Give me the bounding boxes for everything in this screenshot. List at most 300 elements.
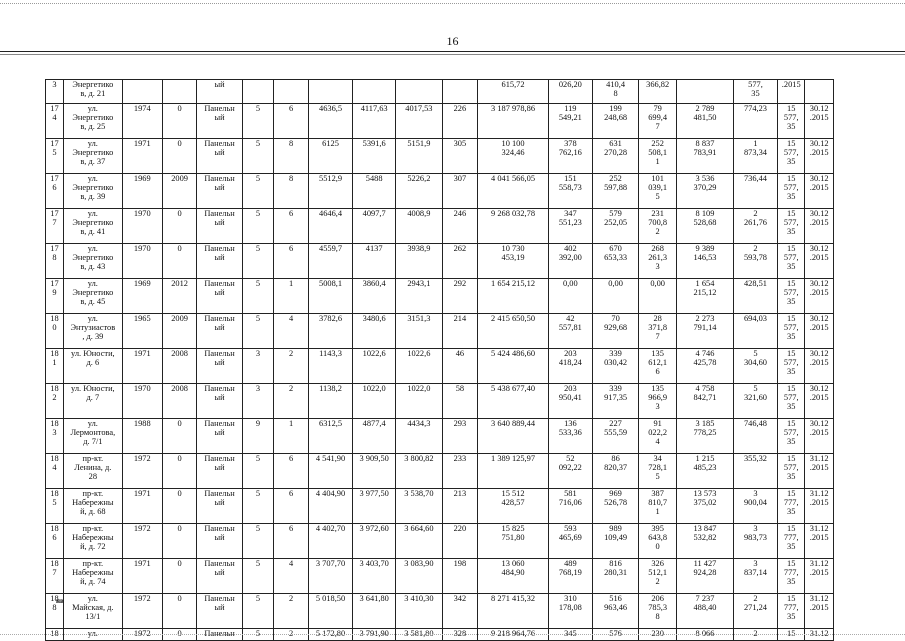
table-cell: 1143,3 bbox=[308, 349, 352, 384]
table-cell: 366,82 bbox=[639, 80, 677, 104]
table-cell: 15 577, 35 bbox=[778, 314, 805, 349]
table-cell: 18 7 bbox=[46, 559, 64, 594]
table-cell: 328 bbox=[442, 629, 478, 641]
table-cell: 6 bbox=[274, 489, 309, 524]
table-cell: 3 900,04 bbox=[733, 489, 777, 524]
table-cell: 2012 bbox=[162, 279, 197, 314]
table-cell: 5 438 677,40 bbox=[478, 384, 548, 419]
table-cell: 1972 bbox=[122, 524, 162, 559]
table-cell: 026,20 bbox=[548, 80, 592, 104]
table-cell: 1971 bbox=[122, 559, 162, 594]
table-cell: 226 bbox=[442, 104, 478, 139]
table-cell: 9 389 146,53 bbox=[677, 244, 734, 279]
table-cell: ул. Энергетико в, д. 25 bbox=[63, 104, 122, 139]
table-cell: 70 929,68 bbox=[592, 314, 638, 349]
table-row bbox=[46, 489, 834, 524]
table-cell: 136 533,36 bbox=[548, 419, 592, 454]
table-cell: 18 bbox=[46, 629, 64, 641]
table-cell: 30.12 .2015 bbox=[805, 314, 834, 349]
table-cell: 206 785,3 8 bbox=[639, 594, 677, 629]
table-cell: 31.12 bbox=[805, 629, 834, 641]
table-cell: 5 bbox=[242, 594, 274, 629]
table-cell: 2 bbox=[274, 384, 309, 419]
table-cell: 579 252,05 bbox=[592, 209, 638, 244]
table-cell: 2008 bbox=[162, 384, 197, 419]
table-cell: 10 730 453,19 bbox=[478, 244, 548, 279]
table-row bbox=[46, 80, 834, 104]
table-cell: 262 bbox=[442, 244, 478, 279]
table-cell: 8 066 bbox=[677, 629, 734, 641]
table-cell: 2 bbox=[733, 629, 777, 641]
table-cell: 5 bbox=[242, 524, 274, 559]
table-cell bbox=[677, 80, 734, 104]
table-cell: 203 950,41 bbox=[548, 384, 592, 419]
table-cell: 135 966,9 3 bbox=[639, 384, 677, 419]
table-cell: 3 707,70 bbox=[308, 559, 352, 594]
table-cell: 17 8 bbox=[46, 244, 64, 279]
table-cell: 30.12 .2015 bbox=[805, 384, 834, 419]
table-cell: 5 bbox=[242, 454, 274, 489]
table-cell: 17 9 bbox=[46, 279, 64, 314]
table-cell: 576 bbox=[592, 629, 638, 641]
table-cell: 0 bbox=[162, 104, 197, 139]
table-row bbox=[46, 594, 834, 629]
table-cell: 18 5 bbox=[46, 489, 64, 524]
table-cell: Панельн ый bbox=[197, 279, 242, 314]
table-cell: 6 bbox=[274, 524, 309, 559]
table-cell: 10 100 324,46 bbox=[478, 139, 548, 174]
table-cell: 34 728,1 5 bbox=[639, 454, 677, 489]
table-cell: 79 699,4 7 bbox=[639, 104, 677, 139]
table-cell: 5 bbox=[242, 104, 274, 139]
table-cell: 774,23 bbox=[733, 104, 777, 139]
table-cell: 86 820,37 bbox=[592, 454, 638, 489]
table-cell: ул. Энергетико в, д. 43 bbox=[63, 244, 122, 279]
table-cell: 3 791,90 bbox=[353, 629, 396, 641]
table-cell: 3 837,14 bbox=[733, 559, 777, 594]
table-cell: 17 6 bbox=[46, 174, 64, 209]
table-cell: 0 bbox=[162, 209, 197, 244]
table-cell: ул. Лермонтова, д. 7/1 bbox=[63, 419, 122, 454]
table-cell: 11 427 924,28 bbox=[677, 559, 734, 594]
page-number: 16 bbox=[446, 34, 459, 48]
table-cell: ул. Юности, д. 7 bbox=[63, 384, 122, 419]
table-cell: 4559,7 bbox=[308, 244, 352, 279]
table-cell: 1022,0 bbox=[353, 384, 396, 419]
table-cell: Панельн ый bbox=[197, 104, 242, 139]
table-cell: 0 bbox=[162, 629, 197, 641]
table-cell: 2 789 481,50 bbox=[677, 104, 734, 139]
table-cell: Панельн ый bbox=[197, 594, 242, 629]
table-cell: 2008 bbox=[162, 349, 197, 384]
table-cell: 1969 bbox=[122, 174, 162, 209]
table-cell: 3 bbox=[46, 80, 64, 104]
table-cell: 101 039,1 5 bbox=[639, 174, 677, 209]
table-cell: 3 083,90 bbox=[396, 559, 442, 594]
table-cell: 1972 bbox=[122, 594, 162, 629]
table-cell: 4636,5 bbox=[308, 104, 352, 139]
table-cell: 15 777, 35 bbox=[778, 524, 805, 559]
table-cell: 3 410,30 bbox=[396, 594, 442, 629]
table-cell: 0 bbox=[162, 139, 197, 174]
table-cell: 3151,3 bbox=[396, 314, 442, 349]
table-cell: 5226,2 bbox=[396, 174, 442, 209]
table-cell: 355,32 bbox=[733, 454, 777, 489]
table-cell: 31.12 .2015 bbox=[805, 524, 834, 559]
table-cell: 252 597,88 bbox=[592, 174, 638, 209]
table-cell: Панельн ый bbox=[197, 174, 242, 209]
table-cell: 989 109,49 bbox=[592, 524, 638, 559]
table-cell: 3 536 370,29 bbox=[677, 174, 734, 209]
table-cell: 1972 bbox=[122, 629, 162, 641]
table-cell: .2015 bbox=[778, 80, 805, 104]
table-cell: 3 640 889,44 bbox=[478, 419, 548, 454]
table-cell: 9 218 964,76 bbox=[478, 629, 548, 641]
table-cell: 6 bbox=[274, 454, 309, 489]
table-cell: 4 041 566,05 bbox=[478, 174, 548, 209]
table-cell: 18 2 bbox=[46, 384, 64, 419]
table-cell: пр-кт. Набережны й, д. 74 bbox=[63, 559, 122, 594]
table-cell: 1974 bbox=[122, 104, 162, 139]
table-cell: пр-кт. Набережны й, д. 68 bbox=[63, 489, 122, 524]
table-cell: 0 bbox=[162, 489, 197, 524]
table-cell: 3 977,50 bbox=[353, 489, 396, 524]
table-cell: 4 746 425,78 bbox=[677, 349, 734, 384]
table-cell: 220 bbox=[442, 524, 478, 559]
table-cell: 15 577, 35 bbox=[778, 349, 805, 384]
table-cell: Панельн ый bbox=[197, 244, 242, 279]
table-cell: ул. Энергетико в, д. 39 bbox=[63, 174, 122, 209]
table-cell: 46 bbox=[442, 349, 478, 384]
table-cell: 4 758 842,71 bbox=[677, 384, 734, 419]
table-cell: 246 bbox=[442, 209, 478, 244]
table-cell: 15 577, 35 bbox=[778, 139, 805, 174]
table-cell: 3 909,50 bbox=[353, 454, 396, 489]
header-separator-thin bbox=[0, 54, 905, 55]
table-cell: 268 261,3 3 bbox=[639, 244, 677, 279]
table-cell: 0,00 bbox=[548, 279, 592, 314]
table-cell: 231 700,8 2 bbox=[639, 209, 677, 244]
table-cell bbox=[396, 80, 442, 104]
table-cell: 8 bbox=[274, 174, 309, 209]
table-cell: 18 3 bbox=[46, 419, 64, 454]
table-cell: 119 549,21 bbox=[548, 104, 592, 139]
table-cell: 4646,4 bbox=[308, 209, 352, 244]
table-cell: 3 bbox=[242, 384, 274, 419]
table-cell: 2 271,24 bbox=[733, 594, 777, 629]
table-cell: 3 983,73 bbox=[733, 524, 777, 559]
table-cell: 15 777, 35 bbox=[778, 489, 805, 524]
table-cell: 0 bbox=[162, 454, 197, 489]
table-cell: 577, 35 bbox=[733, 80, 777, 104]
table-cell: Панельн ый bbox=[197, 349, 242, 384]
table-row bbox=[46, 384, 834, 419]
table-cell: 18 8 bbox=[46, 594, 64, 629]
table-cell: 4017,53 bbox=[396, 104, 442, 139]
table-cell bbox=[442, 80, 478, 104]
table-cell: 3782,6 bbox=[308, 314, 352, 349]
table-row bbox=[46, 524, 834, 559]
table-body bbox=[46, 80, 834, 641]
table-cell: 15 577, 35 bbox=[778, 419, 805, 454]
table-row bbox=[46, 174, 834, 209]
table-row bbox=[46, 244, 834, 279]
table-cell bbox=[242, 80, 274, 104]
table-cell: 736,44 bbox=[733, 174, 777, 209]
table-cell: 3 185 778,25 bbox=[677, 419, 734, 454]
table-cell: 91 022,2 4 bbox=[639, 419, 677, 454]
table-cell: 2009 bbox=[162, 314, 197, 349]
table-cell: 30.12 .2015 bbox=[805, 174, 834, 209]
housing-register-table bbox=[45, 79, 834, 641]
table-row bbox=[46, 419, 834, 454]
table-cell: 5 bbox=[242, 139, 274, 174]
table-cell: 0 bbox=[162, 524, 197, 559]
table-cell: 5151,9 bbox=[396, 139, 442, 174]
table-cell: ул. bbox=[63, 629, 122, 641]
table-cell: 3 800,82 bbox=[396, 454, 442, 489]
table-cell: 3860,4 bbox=[353, 279, 396, 314]
table-cell: 402 392,00 bbox=[548, 244, 592, 279]
table-cell: 17 7 bbox=[46, 209, 64, 244]
table-row bbox=[46, 104, 834, 139]
table-cell: 5 bbox=[242, 279, 274, 314]
table-cell: 1 215 485,23 bbox=[677, 454, 734, 489]
table-cell: 28 371,8 7 bbox=[639, 314, 677, 349]
table-cell: 18 0 bbox=[46, 314, 64, 349]
table-cell: 15 577, 35 bbox=[778, 454, 805, 489]
table-cell: 339 030,42 bbox=[592, 349, 638, 384]
table-cell: Энергетико в, д. 21 bbox=[63, 80, 122, 104]
header-separator bbox=[0, 51, 905, 52]
table-cell: 631 270,28 bbox=[592, 139, 638, 174]
table-row bbox=[46, 139, 834, 174]
table-cell: 18 1 bbox=[46, 349, 64, 384]
table-cell: Панельн ый bbox=[197, 489, 242, 524]
table-cell: 1988 bbox=[122, 419, 162, 454]
table-cell: 9 bbox=[242, 419, 274, 454]
table-cell: 489 768,19 bbox=[548, 559, 592, 594]
table-cell: 292 bbox=[442, 279, 478, 314]
table-cell: 8 271 415,32 bbox=[478, 594, 548, 629]
table-cell: 378 762,16 bbox=[548, 139, 592, 174]
table-cell: 252 508,1 1 bbox=[639, 139, 677, 174]
table-cell bbox=[353, 80, 396, 104]
table-cell: 1 873,34 bbox=[733, 139, 777, 174]
table-cell: 15 577, 35 bbox=[778, 384, 805, 419]
table-cell: 52 092,22 bbox=[548, 454, 592, 489]
table-cell: 1969 bbox=[122, 279, 162, 314]
table-cell: 0 bbox=[162, 419, 197, 454]
table-cell: 214 bbox=[442, 314, 478, 349]
table-cell: 581 716,06 bbox=[548, 489, 592, 524]
table-cell: 31.12 .2015 bbox=[805, 454, 834, 489]
table-cell: 4008,9 bbox=[396, 209, 442, 244]
table-cell: 5 bbox=[242, 629, 274, 641]
table-cell: 5 172,80 bbox=[308, 629, 352, 641]
table-cell: 3480,6 bbox=[353, 314, 396, 349]
table-cell: Панельн ый bbox=[197, 384, 242, 419]
table-cell: 199 248,68 bbox=[592, 104, 638, 139]
table-cell: 305 bbox=[442, 139, 478, 174]
table-cell: ул. Юности, д. 6 bbox=[63, 349, 122, 384]
table-cell: 1970 bbox=[122, 384, 162, 419]
table-cell bbox=[805, 80, 834, 104]
table-cell: Панельн ый bbox=[197, 524, 242, 559]
table-cell: 5 018,50 bbox=[308, 594, 352, 629]
table-cell: 0 bbox=[162, 594, 197, 629]
table-cell: 9 268 032,78 bbox=[478, 209, 548, 244]
table-cell: Панельн ый bbox=[197, 419, 242, 454]
table-row bbox=[46, 314, 834, 349]
table-cell: Панельн ый bbox=[197, 209, 242, 244]
scan-top-border bbox=[0, 3, 905, 4]
table-cell: пр-кт. Набережны й, д. 72 bbox=[63, 524, 122, 559]
table-cell: 4 bbox=[274, 559, 309, 594]
table-cell: 2 261,76 bbox=[733, 209, 777, 244]
table-cell: 5 bbox=[242, 559, 274, 594]
table-cell: 3 538,70 bbox=[396, 489, 442, 524]
table-cell: 42 557,81 bbox=[548, 314, 592, 349]
table-cell: 5 bbox=[242, 209, 274, 244]
table-cell: 15 577, 35 bbox=[778, 174, 805, 209]
table-cell: 233 bbox=[442, 454, 478, 489]
table-cell: 6 bbox=[274, 209, 309, 244]
table-cell: 5008,1 bbox=[308, 279, 352, 314]
table-cell: 1965 bbox=[122, 314, 162, 349]
table-cell: 30.12 .2015 bbox=[805, 419, 834, 454]
table-cell: 15 577, 35 bbox=[778, 104, 805, 139]
table-cell: 198 bbox=[442, 559, 478, 594]
table-cell: 2 bbox=[274, 629, 309, 641]
table-cell: 213 bbox=[442, 489, 478, 524]
table-cell: 13 847 532,82 bbox=[677, 524, 734, 559]
table-cell: 230 bbox=[639, 629, 677, 641]
table-cell: 5 bbox=[242, 314, 274, 349]
table-cell: 5 bbox=[242, 174, 274, 209]
table-cell: 3 187 978,86 bbox=[478, 104, 548, 139]
table-cell bbox=[162, 80, 197, 104]
table-cell: 307 bbox=[442, 174, 478, 209]
table-cell: 0 bbox=[162, 559, 197, 594]
table-cell: 2 415 650,50 bbox=[478, 314, 548, 349]
table-cell: 4117,63 bbox=[353, 104, 396, 139]
table-cell: 30.12 .2015 bbox=[805, 104, 834, 139]
table-cell: Панельн ый bbox=[197, 454, 242, 489]
table-cell: 5 bbox=[242, 489, 274, 524]
table-cell: 969 526,78 bbox=[592, 489, 638, 524]
table-cell: 203 418,24 bbox=[548, 349, 592, 384]
table-cell: ул. Энергетико в, д. 37 bbox=[63, 139, 122, 174]
table-cell: 2 bbox=[274, 594, 309, 629]
table-cell: 18 6 bbox=[46, 524, 64, 559]
table-cell: 670 653,33 bbox=[592, 244, 638, 279]
table-cell: ул. Майская, д. 13/1 bbox=[63, 594, 122, 629]
table-cell: 1970 bbox=[122, 209, 162, 244]
table-cell: 30.12 .2015 bbox=[805, 139, 834, 174]
table-cell: 1 bbox=[274, 419, 309, 454]
table-cell: 13 060 484,90 bbox=[478, 559, 548, 594]
table-cell: 18 4 bbox=[46, 454, 64, 489]
table-cell: 1022,6 bbox=[396, 349, 442, 384]
table-cell: 31.12 .2015 bbox=[805, 559, 834, 594]
table-cell: 2 593,78 bbox=[733, 244, 777, 279]
table-cell: 13 573 375,02 bbox=[677, 489, 734, 524]
table-cell: 326 512,1 2 bbox=[639, 559, 677, 594]
table-cell: 347 551,23 bbox=[548, 209, 592, 244]
table-cell bbox=[274, 80, 309, 104]
table-cell: 3 664,60 bbox=[396, 524, 442, 559]
table-cell: 387 810,7 1 bbox=[639, 489, 677, 524]
table-cell: 410,4 8 bbox=[592, 80, 638, 104]
table-cell: 5512,9 bbox=[308, 174, 352, 209]
table-cell: 227 555,59 bbox=[592, 419, 638, 454]
table-cell: 15 577, 35 bbox=[778, 244, 805, 279]
footer-mark: нв bbox=[56, 597, 64, 605]
table-cell: 395 643,8 0 bbox=[639, 524, 677, 559]
table-cell: 6312,5 bbox=[308, 419, 352, 454]
table-cell: 7 237 488,40 bbox=[677, 594, 734, 629]
table-cell: 1971 bbox=[122, 489, 162, 524]
table-cell: 293 bbox=[442, 419, 478, 454]
table-cell: 4 541,90 bbox=[308, 454, 352, 489]
table-cell: 342 bbox=[442, 594, 478, 629]
table-cell: 1138,2 bbox=[308, 384, 352, 419]
table-cell: 6 bbox=[274, 104, 309, 139]
table-cell: 2 273 791,14 bbox=[677, 314, 734, 349]
table-cell: 5 304,60 bbox=[733, 349, 777, 384]
table-cell: 694,03 bbox=[733, 314, 777, 349]
table-cell: пр-кт. Ленина, д. 28 bbox=[63, 454, 122, 489]
table-cell: 31.12 .2015 bbox=[805, 489, 834, 524]
table-cell: 816 280,31 bbox=[592, 559, 638, 594]
table-cell: 151 558,73 bbox=[548, 174, 592, 209]
table-cell: ый bbox=[197, 80, 242, 104]
table-cell: 15 825 751,80 bbox=[478, 524, 548, 559]
table-cell: 30.12 .2015 bbox=[805, 349, 834, 384]
scan-bottom-border bbox=[0, 634, 905, 635]
table-cell: 17 5 bbox=[46, 139, 64, 174]
table-cell: 3 bbox=[242, 349, 274, 384]
table-cell: 1 654 215,12 bbox=[677, 279, 734, 314]
table-row bbox=[46, 559, 834, 594]
table-cell: 15 577, 35 bbox=[778, 209, 805, 244]
table-cell: 4 402,70 bbox=[308, 524, 352, 559]
table-cell: 15 777, 35 bbox=[778, 559, 805, 594]
table-cell: 1971 bbox=[122, 139, 162, 174]
table-cell: 6125 bbox=[308, 139, 352, 174]
table-cell: 30.12 .2015 bbox=[805, 244, 834, 279]
table-cell: 1022,0 bbox=[396, 384, 442, 419]
table-cell: 8 109 528,68 bbox=[677, 209, 734, 244]
table-cell: 6 bbox=[274, 244, 309, 279]
table-cell bbox=[122, 80, 162, 104]
table-row bbox=[46, 279, 834, 314]
table-cell: Панельн ый bbox=[197, 314, 242, 349]
table-cell: 310 178,08 bbox=[548, 594, 592, 629]
table-cell: 4 bbox=[274, 314, 309, 349]
table-cell: 1 654 215,12 bbox=[478, 279, 548, 314]
table-cell: ул. Энтузиастов , д. 39 bbox=[63, 314, 122, 349]
table-cell: 339 917,35 bbox=[592, 384, 638, 419]
table-cell: 1972 bbox=[122, 454, 162, 489]
table-cell: 5 321,60 bbox=[733, 384, 777, 419]
table-cell: 58 bbox=[442, 384, 478, 419]
table-cell: 1 389 125,97 bbox=[478, 454, 548, 489]
table-cell: 3938,9 bbox=[396, 244, 442, 279]
table-cell: 1022,6 bbox=[353, 349, 396, 384]
table-cell: 1971 bbox=[122, 349, 162, 384]
